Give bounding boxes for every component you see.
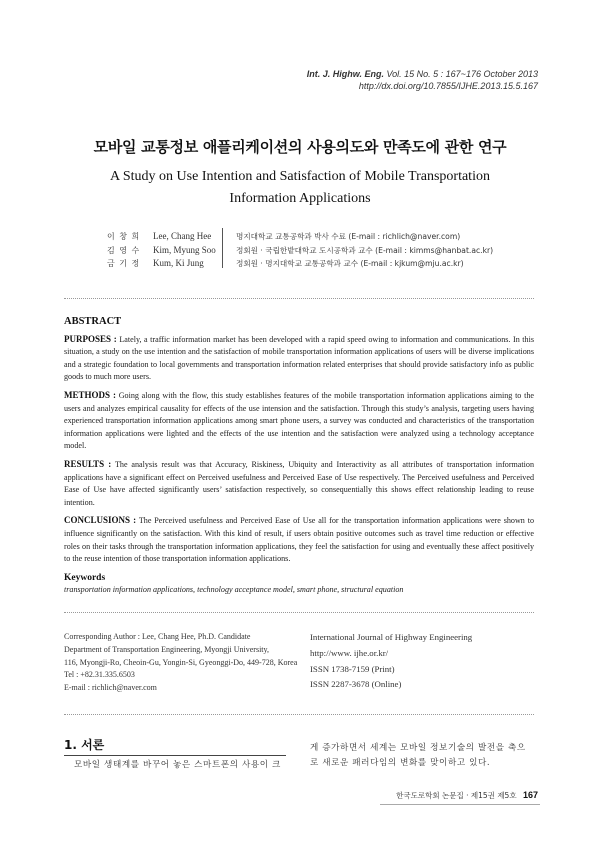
- citation-volume: Vol. 15 No. 5 : 167~176 October 2013: [386, 69, 538, 79]
- title-english: [0, 166, 600, 210]
- results-label: RESULTS :: [64, 458, 112, 469]
- methods-text: Going along with the flow, this study establishes features of the mobile transportation information applications aiming to the users and analyzes empirical causality for effects of the use intension and the satisfaction. Through this study’s analysis, targeting users having experienced transportation information applications among smart phone users, a survey was conducted and characteristics of the transportation information applications were lighted and the effects of the use intention and the satisfaction were analyzed using a technology acceptance model.: [64, 390, 534, 451]
- results-text: The analysis result was that Accuracy, Riskiness, Ubiquity and Interactivity as all attributes of transportation information applications have a significant effect on Perceived usefulness and Perceived Ease of Use respectively. The Perceived usefulness and Perceived Ease of Use have affected significantly users’ satisfaction respectively, so consequentially this shows effect relationship leading to reuse intention.: [64, 459, 534, 507]
- author-name-ko: 이 창 희: [107, 232, 141, 241]
- corr-line: Department of Transportation Engineering, Myongji University,: [64, 644, 270, 654]
- journal-info: [310, 630, 550, 693]
- section-underline: [64, 755, 286, 756]
- title-korean: 모바일 교통정보 애플리케이션의 사용의도와 만족도에 관한 연구: [93, 138, 507, 156]
- abstract-heading: ABSTRACT: [64, 316, 122, 327]
- journal-name: International Journal of Highway Engineering: [310, 632, 473, 642]
- author-affiliation: 정회원 · 국립한밭대학교 도시공학과 교수 (E-mail : kimms@hanbat.ac.kr): [236, 245, 494, 255]
- author-name-en: Kim, Myung Soo: [153, 244, 216, 255]
- author-affiliations: [236, 230, 536, 271]
- author-affiliation: 정회원 · 명지대학교 교통공학과 교수 (E-mail : kjkum@mju.ac.kr): [236, 259, 464, 268]
- corr-email: E-mail : richlich@naver.com: [64, 683, 157, 693]
- corr-line: Tel : +82.31.335.6503: [64, 670, 135, 680]
- journal-abbrev: Int. J. Highw. Eng.: [306, 69, 384, 79]
- body-text-right: [310, 741, 550, 771]
- author-name-ko: 김 영 수: [107, 245, 141, 255]
- abstract: [64, 316, 534, 597]
- page-number: 167: [522, 790, 538, 800]
- author-name-ko: 금 기 정: [107, 259, 141, 268]
- abstract-results: [64, 458, 534, 509]
- issn-print: ISSN 1738-7159 (Print): [310, 663, 395, 674]
- section-title: 1. 서론: [64, 738, 105, 752]
- author-affiliation: 명지대학교 교통공학과 박사 수료 (E-mail : richlich@naver.com): [236, 232, 461, 241]
- divider-dotted: [64, 298, 534, 299]
- footer-journal: 한국도로학회 논문집 · 제15권 제5호: [396, 791, 517, 800]
- corresponding-author: [64, 631, 304, 695]
- doi-link[interactable]: http://dx.doi.org/10.7855/IJHE.2013.15.5.167: [358, 81, 538, 91]
- divider-dotted: [64, 612, 534, 613]
- corr-line: 116, Myongji-Ro, Cheoin-Gu, Yongin-Si, Gyeonggi-Do, 449-728, Korea: [64, 657, 298, 667]
- author-names-english: [153, 230, 223, 271]
- author-name-en: Kum, Ki Jung: [153, 258, 204, 268]
- conclusions-label: CONCLUSIONS :: [64, 515, 137, 526]
- footer-rule: [380, 804, 540, 805]
- body-line: 게 증가하면서 세계는 모바일 정보기술의 발전을 축으: [310, 743, 526, 753]
- title-english-line1: A Study on Use Intention and Satisfaction of Mobile Transportation: [110, 169, 490, 184]
- abstract-purposes: [64, 333, 534, 384]
- keywords-heading: Keywords: [64, 572, 106, 583]
- methods-label: METHODS :: [64, 389, 116, 400]
- divider-dotted: [64, 714, 534, 715]
- page-footer: [396, 790, 538, 801]
- purposes-text: Lately, a traffic information market has been developed with a rapid speed owing to information and communications. In this situation, a study on the use intention and the satisfaction of mobile transportation information applications of users will be diverse implications and a strategic foundation to local governments and transportation information related enterprises that should provide satisfactory info as public goods to much more users.: [64, 334, 534, 382]
- body-text-left: 모바일 생태계를 바꾸어 놓은 스마트폰의 사용이 크: [74, 760, 281, 770]
- abstract-methods: [64, 389, 534, 453]
- purposes-label: PURPOSES :: [64, 333, 117, 344]
- author-name-en: Lee, Chang Hee: [153, 231, 212, 241]
- journal-citation: [307, 68, 538, 80]
- journal-url[interactable]: http://www. ijhe.or.kr/: [310, 647, 389, 658]
- conclusions-text: The Perceived usefulness and Perceived Ease of Use all for the transportation information applications were shown to influence significantly on the satisfaction. With this kind of result, if users obtain positive outcomes such as travel time reduction or effective roles on their tasks through the transportation information applications, they feel the satisfaction for using and eventually these affect positively to the reuse intention of those transportation information applications.: [64, 516, 534, 564]
- author-names-korean: [107, 230, 147, 271]
- body-line: 로 새로운 패러다임의 변화를 맞이하고 있다.: [310, 758, 491, 768]
- issn-online: ISSN 2287-3678 (Online): [310, 679, 402, 690]
- corr-line: Corresponding Author : Lee, Chang Hee, Ph.D. Candidate: [64, 632, 251, 641]
- keywords-text: transportation information applications, technology acceptance model, smart phone, structural equation: [64, 585, 404, 595]
- author-divider: [222, 228, 223, 268]
- title-english-line2: Information Applications: [229, 191, 371, 206]
- abstract-conclusions: [64, 514, 534, 565]
